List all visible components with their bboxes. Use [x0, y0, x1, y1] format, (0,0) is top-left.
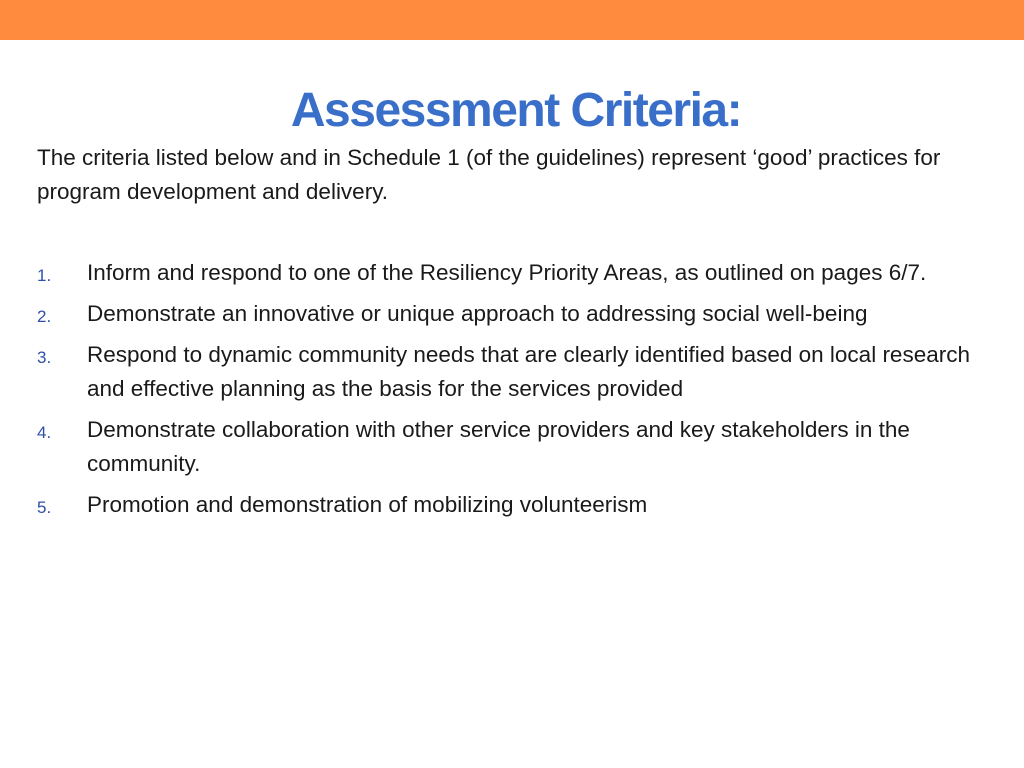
criteria-list: [0, 256, 1024, 529]
criteria-text: Promotion and demonstration of mobilizing volunteerism: [87, 492, 648, 517]
criteria-item-4: [0, 413, 1024, 481]
criteria-item-3: [0, 338, 1024, 406]
criteria-number: 1.: [37, 266, 52, 285]
criteria-item-2: [0, 297, 1024, 331]
criteria-text: Demonstrate an innovative or unique approach to addressing social well-being: [87, 301, 868, 326]
criteria-item-1: [0, 256, 1024, 290]
criteria-item-5: [0, 488, 1024, 522]
criteria-text: Demonstrate collaboration with other service providers and key stakeholders in the community.: [87, 417, 910, 476]
intro-paragraph: The criteria listed below and in Schedule 1 (of the guidelines) represent ‘good’ practices for program development and delivery.: [37, 145, 941, 204]
criteria-text: Inform and respond to one of the Resiliency Priority Areas, as outlined on pages 6/7.: [87, 260, 927, 285]
criteria-number: 3.: [37, 348, 52, 367]
slide-title: Assessment Criteria:: [290, 84, 742, 137]
top-accent-bar: [0, 0, 1024, 40]
criteria-text: Respond to dynamic community needs that are clearly identified based on local research and effective planning as the basis for the services provided: [87, 342, 970, 401]
criteria-number: 5.: [37, 498, 52, 517]
criteria-number: 4.: [37, 423, 52, 442]
criteria-number: 2.: [37, 307, 52, 326]
